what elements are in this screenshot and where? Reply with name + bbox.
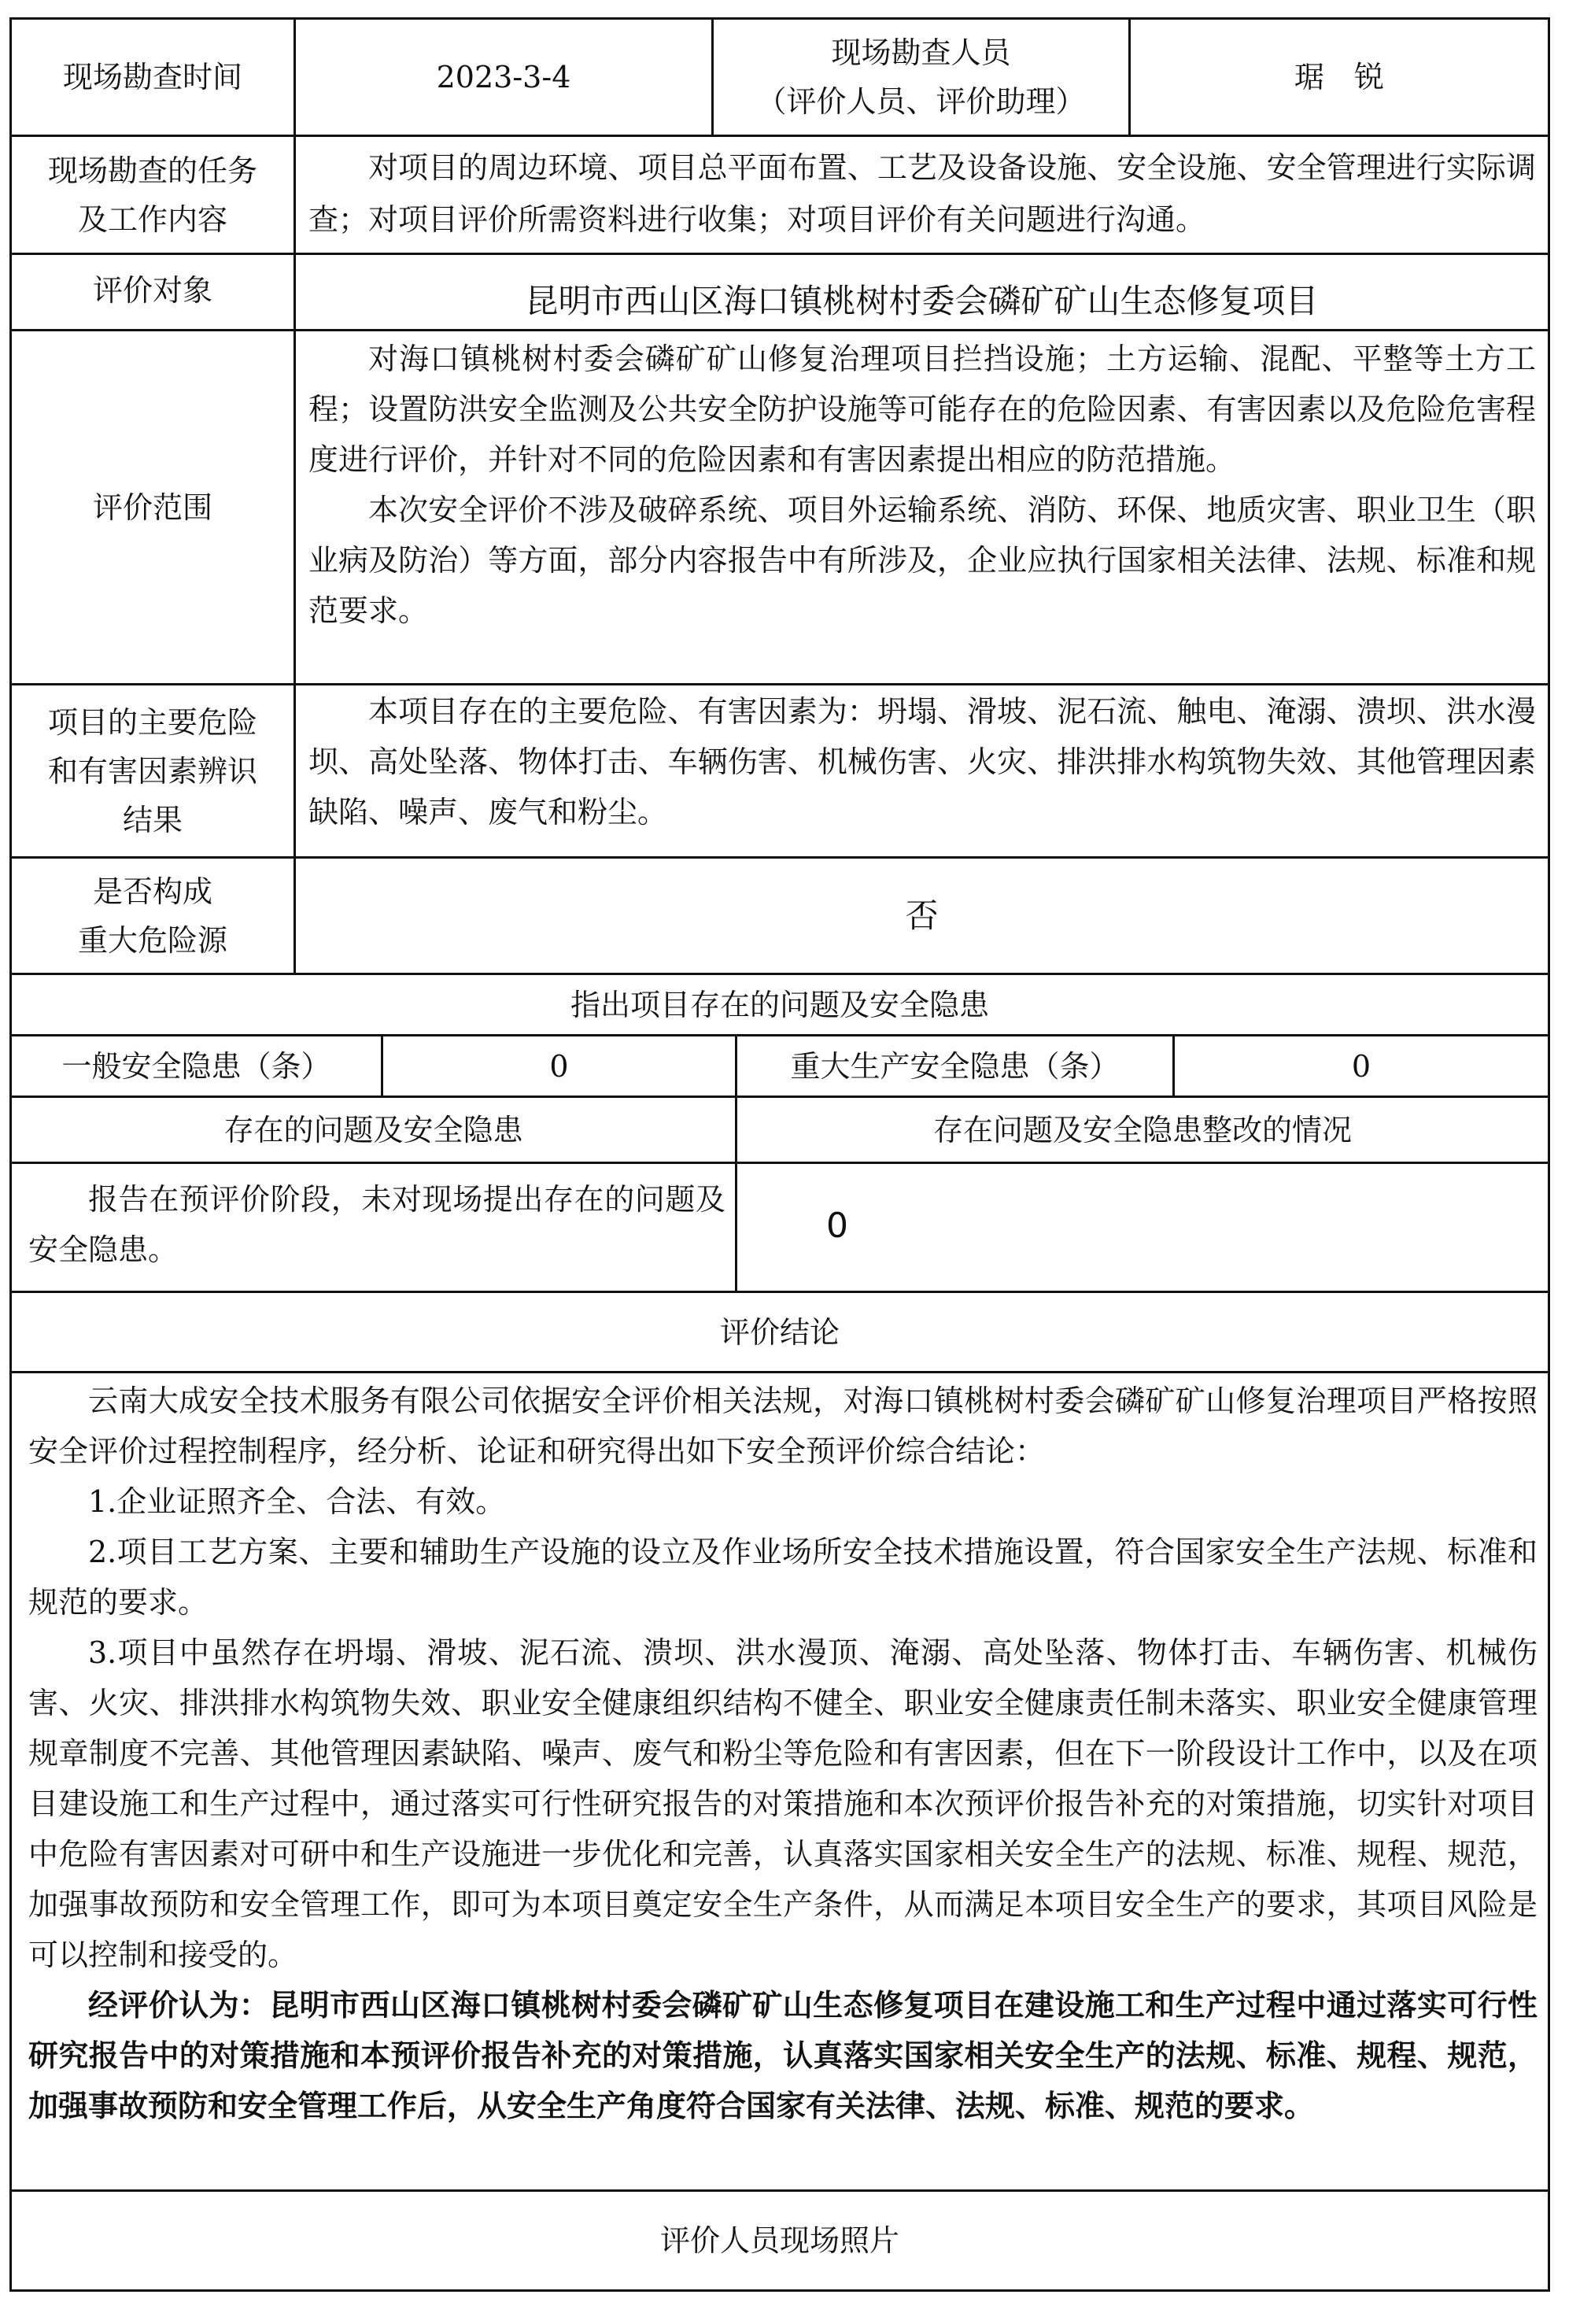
object-label: 评价对象 (92, 273, 212, 308)
task-text: 对项目的周边环境、项目总平面布置、工艺及设备设施、安全设施、安全管理进行实际调查；对项目评价所需资料进行收集；对项目评价有关问题进行沟通。 (308, 150, 1536, 237)
major-hazard-value: 否 (905, 896, 939, 935)
survey-staff-value: 琚 锐 (1294, 60, 1384, 94)
scope-paragraph-1: 对海口镇桃树村委会磷矿矿山修复治理项目拦挡设施；土方运输、混配、平整等土方工程；设置防洪安全监测及公共安全防护设施等可能存在的危险因素、有害因素以及危险危害程度进行评价，并针对不同的危险因素和有害因素提出相应的防范措施。 (308, 342, 1536, 477)
conclusion-item-1: 1.企业证照齐全、合法、有效。 (88, 1484, 506, 1519)
object-value: 昆明市西山区海口镇桃树村委会磷矿矿山生态修复项目 (525, 282, 1319, 320)
general-hazard-label: 一般安全隐患（条） (61, 1048, 331, 1084)
issues-right-value: 0 (826, 1206, 848, 1246)
conclusion-item-3: 3.项目中虽然存在坍塌、滑坡、泥石流、溃坝、洪水漫顶、淹溺、高处坠落、物体打击、车辆伤害、机械伤害、火灾、排洪排水构筑物失效、职业安全健康组织结构不健全、职业安全健康责任制未落实、职业安全健康管理规章制度不完善、其他管理因素缺陷、噪声、废气和粉尘等危险和有害因素，但在下一阶段设计工作中，以及在项目建设施工和生产过程中，通过落实可行性研究报告的对策措施和本次预评价报告补充的对策措施，切实针对项目中危险有害因素对可研中和生产设施进一步优化和完善，认真落实国家相关安全生产的法规、标准、规程、规范，加强事故预防和安全管理工作，即可为本项目奠定安全生产条件，从而满足本项目安全生产的要求，其项目风险是可以控制和接受的。 (28, 1635, 1538, 1972)
general-hazard-value: 0 (549, 1048, 569, 1084)
issues-header: 指出项目存在的问题及安全隐患 (570, 987, 989, 1022)
rule (9, 1162, 1550, 1164)
issues-column-left: 存在的问题及安全隐患 (223, 1112, 523, 1147)
photos-label: 评价人员现场照片 (659, 2223, 899, 2258)
survey-staff-label-line2: （评价人员、评价助理） (756, 84, 1086, 119)
conclusion-body (28, 1376, 1538, 2131)
survey-staff-label-line1: 现场勘查人员 (831, 35, 1011, 70)
conclusion-header: 评价结论 (719, 1314, 840, 1350)
serious-hazard-label: 重大生产安全隐患（条） (790, 1048, 1120, 1084)
table-border-right (1548, 17, 1550, 2292)
serious-hazard-value: 0 (1351, 1048, 1371, 1084)
rule (9, 1371, 1550, 1373)
conclusion-final: 经评价认为：昆明市西山区海口镇桃树村委会磷矿矿山生态修复项目在建设施工和生产过程中通过落实可行性研究报告中的对策措施和本预评价报告补充的对策措施，认真落实国家相关安全生产的法规、标准、规程、规范，加强事故预防和安全管理工作后，从安全生产角度符合国家有关法律、法规、标准、规范的要求。 (28, 1987, 1538, 2123)
issues-column-right: 存在问题及安全隐患整改的情况 (932, 1112, 1352, 1147)
task-label: 现场勘查的任务 及工作内容 (47, 153, 257, 237)
hazard-text: 本项目存在的主要危险、有害因素为：坍塌、滑坡、泥石流、触电、淹溺、溃坝、洪水漫坝、高处坠落、物体打击、车辆伤害、机械伤害、火灾、排洪排水构筑物失效、其他管理因素缺陷、噪声、废气和粉尘。 (308, 694, 1536, 829)
scope-paragraph-2: 本次安全评价不涉及破碎系统、项目外运输系统、消防、环保、地质灾害、职业卫生（职业病及防治）等方面，部分内容报告中有所涉及，企业应执行国家相关法律、法规、标准和规范要求。 (308, 493, 1536, 628)
conclusion-intro: 云南大成安全技术服务有限公司依据安全评价相关法规，对海口镇桃树村委会磷矿矿山修复治理项目严格按照安全评价过程控制程序，经分析、论证和研究得出如下安全预评价综合结论： (28, 1384, 1538, 1469)
hazard-label: 项目的主要危险 和有害因素辨识 结果 (47, 704, 257, 837)
survey-staff-label (714, 20, 1128, 135)
scope-text (308, 334, 1536, 636)
rule (293, 17, 296, 975)
survey-time-label: 现场勘查时间 (62, 60, 242, 94)
issues-left-text: 报告在预评价阶段，未对现场提出存在的问题及安全隐患。 (28, 1182, 725, 1267)
survey-time-value: 2023-3-4 (436, 60, 571, 94)
conclusion-item-2: 2.项目工艺方案、主要和辅助生产设施的设立及作业场所安全技术措施设置，符合国家安全生产法规、标准和规范的要求。 (28, 1535, 1538, 1620)
major-hazard-label: 是否构成 重大危险源 (77, 874, 227, 958)
table-border-bottom (9, 2289, 1550, 2292)
scope-label: 评价范围 (92, 490, 212, 525)
